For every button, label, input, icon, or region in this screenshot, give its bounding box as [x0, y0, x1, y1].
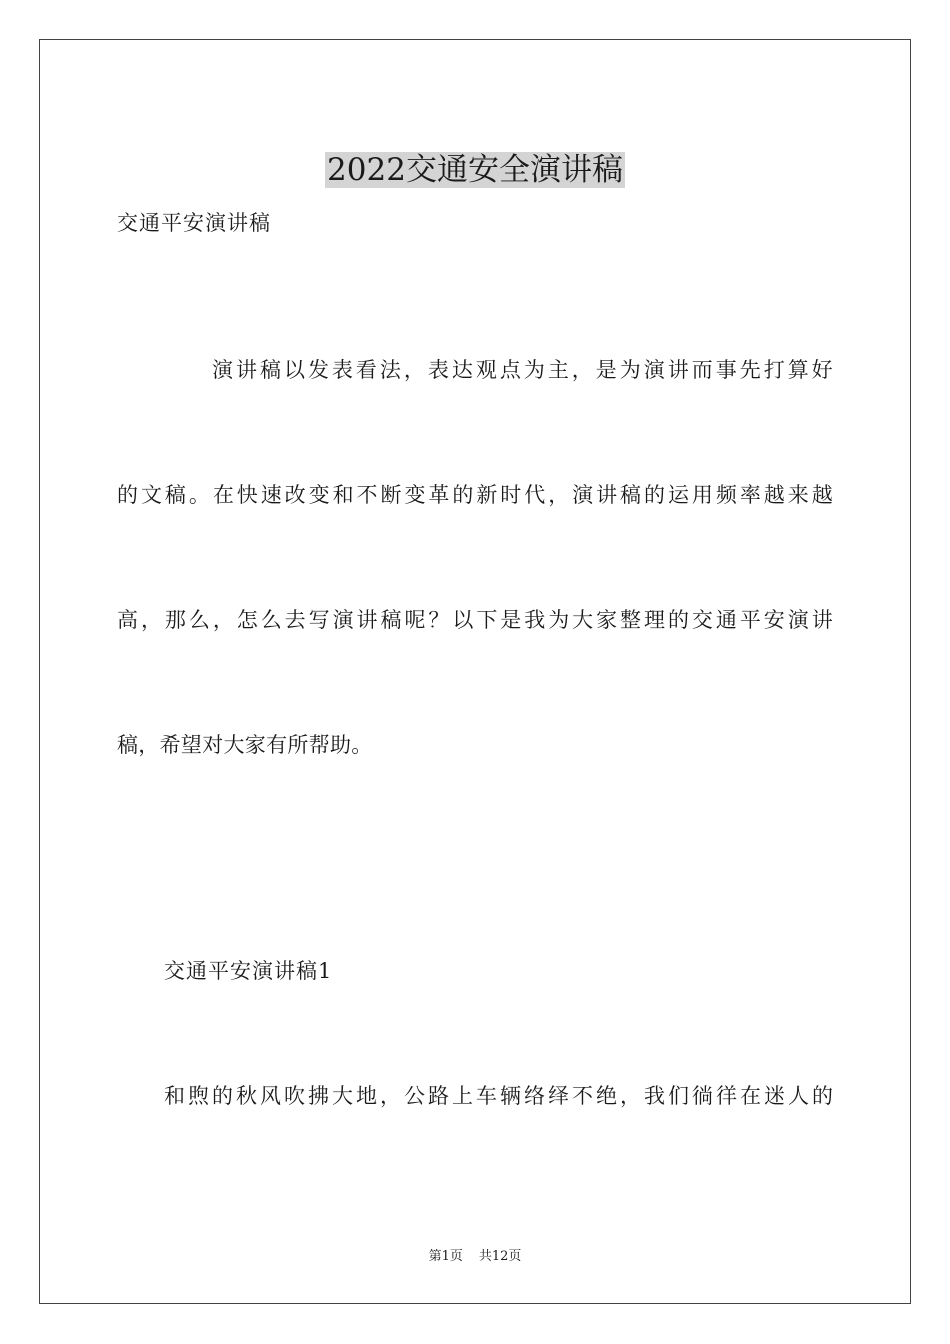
- page-footer: [0, 1247, 950, 1267]
- intro-line: 高，那么，怎么去写演讲稿呢？以下是我为大家整理的交通平安演讲: [117, 608, 833, 632]
- page-number: 第1页: [428, 1249, 463, 1264]
- body-paragraph: 和煦的秋风吹拂大地，公路上车辆络绎不绝，我们徜徉在迷人的: [164, 1084, 833, 1108]
- section-heading: 交通平安演讲稿1: [164, 959, 333, 983]
- intro-line: 的文稿。在快速改变和不断变革的新时代，演讲稿的运用频率越来越: [117, 483, 833, 507]
- document-title-text: 2022交通安全演讲稿: [327, 151, 623, 188]
- intro-line: 演讲稿以发表看法，表达观点为主，是为演讲而事先打算好: [212, 358, 833, 382]
- document-subtitle: 交通平安演讲稿: [117, 211, 271, 235]
- intro-paragraph: [117, 308, 833, 808]
- total-pages: 共12页: [478, 1249, 522, 1264]
- document-title: [0, 145, 950, 195]
- intro-line: 稿，希望对大家有所帮助。: [117, 733, 373, 757]
